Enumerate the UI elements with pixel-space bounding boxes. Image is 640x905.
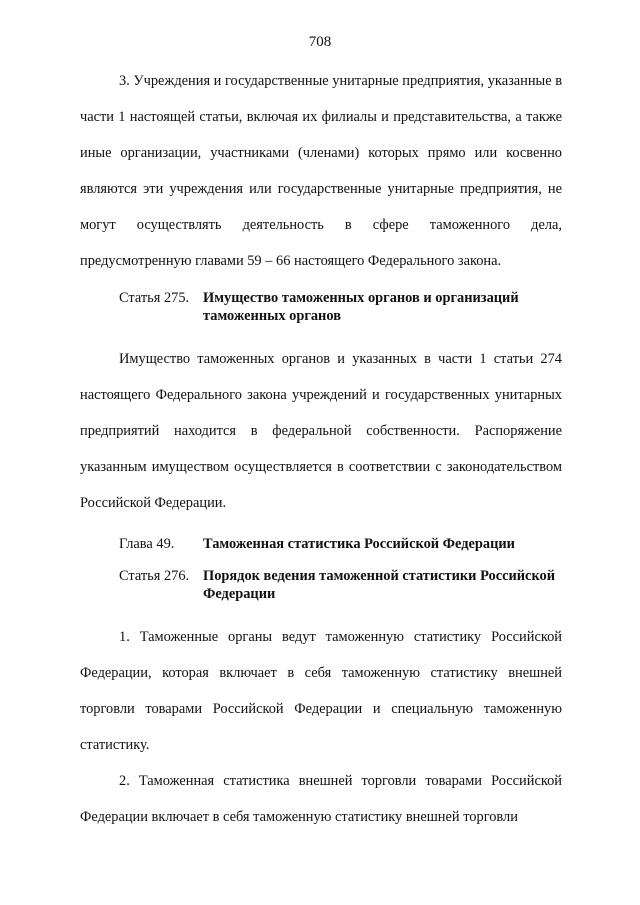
chapter-49-title: Таможенная статистика Российской Федерации [203,536,515,552]
article-276-heading [80,567,562,603]
article-276-label: Статья 276. [119,568,190,584]
paragraph-article275: Имущество таможенных органов и указанных в части 1 статьи 274 настоящего Федерального закона учреждений и государственных унитарных предприятий находится в федеральной собственности. Распоряжение указанным имуществом осуществляется в соответствии с законодательством Российской Федерации. [80,351,562,511]
page-number: 708 [308,34,332,50]
article-276-title: Порядок ведения таможенной статистики Российской Федерации [203,568,556,602]
article-275-label: Статья 275. [119,290,190,306]
paragraph-article276-part1: 1. Таможенные органы ведут таможенную статистику Российской Федерации, которая включает в себя таможенную статистику внешней торговли товарами Российской Федерации и специальную таможенную статистику. [80,629,562,753]
document-body [80,63,562,835]
paragraph-article274-part3: 3. Учреждения и государственные унитарные предприятия, указанные в части 1 настоящей статьи, включая их филиалы и представительства, а также иные организации, участниками (членами) которых прямо или косвенно являются эти учреждения или государственные унитарные предприятия, не могут осуществлять деятельность в сфере таможенного дела, предусмотренную главами 59 – 66 настоящего Федерального закона. [80,73,563,269]
chapter-49-label: Глава 49. [119,536,175,552]
article-275-heading [80,289,562,325]
article-275-title: Имущество таможенных органов и организаций таможенных органов [203,290,519,324]
paragraph-article276-part2: 2. Таможенная статистика внешней торговли товарами Российской Федерации включает в себя таможенную статистику внешней торговли [80,773,562,825]
chapter-49-heading [80,535,562,553]
